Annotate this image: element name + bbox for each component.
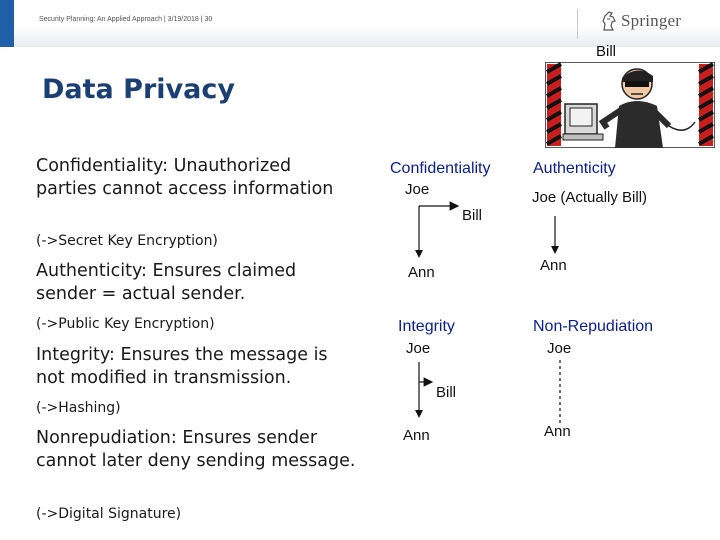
nonrepudiation-receiver: Ann [544,423,571,440]
note-confidentiality: (->Secret Key Encryption) [36,233,218,249]
term-description: : Unauthorized parties cannot access information [36,156,334,199]
note-integrity: (->Hashing) [36,400,121,416]
confidentiality-receiver: Ann [408,264,435,281]
page-title: Data Privacy [42,74,235,105]
authenticity-receiver: Ann [540,257,567,274]
integrity-receiver: Ann [403,427,430,444]
term-label: Nonrepudiation [36,428,171,448]
image-caption: Bill [596,43,617,60]
term-description: : Ensures the message is not modified in transmission. [36,345,328,388]
confidentiality-sender: Joe [405,181,430,198]
nonrepudiation-sender: Joe [547,340,572,357]
term-description: : Ensures sender cannot later deny sending message. [36,428,356,471]
diagram-heading-confidentiality: Confidentiality [390,160,491,177]
term-description: : Ensures claimed sender = actual sender. [36,261,297,304]
integrity-sender: Joe [406,340,431,357]
confidentiality-interceptor: Bill [462,207,483,224]
diagram-heading-integrity: Integrity [398,318,455,335]
diagram-heading-authenticity: Authenticity [533,160,616,177]
term-label: Authenticity [36,261,142,281]
term-label: Integrity [36,345,109,365]
diagram-heading-nonrepudiation: Non-Repudiation [533,318,654,335]
note-authenticity: (->Public Key Encryption) [36,316,215,332]
note-nonrepudiation: (->Digital Signature) [36,506,182,522]
publisher-name: Springer [621,11,682,30]
slide-footer-text: Security Planning: An Applied Approach | 3/19/2018 | 30 [39,16,213,23]
term-label: Confidentiality [36,156,163,176]
authenticity-sender: Joe (Actually Bill) [532,189,648,206]
integrity-interceptor: Bill [436,384,457,401]
